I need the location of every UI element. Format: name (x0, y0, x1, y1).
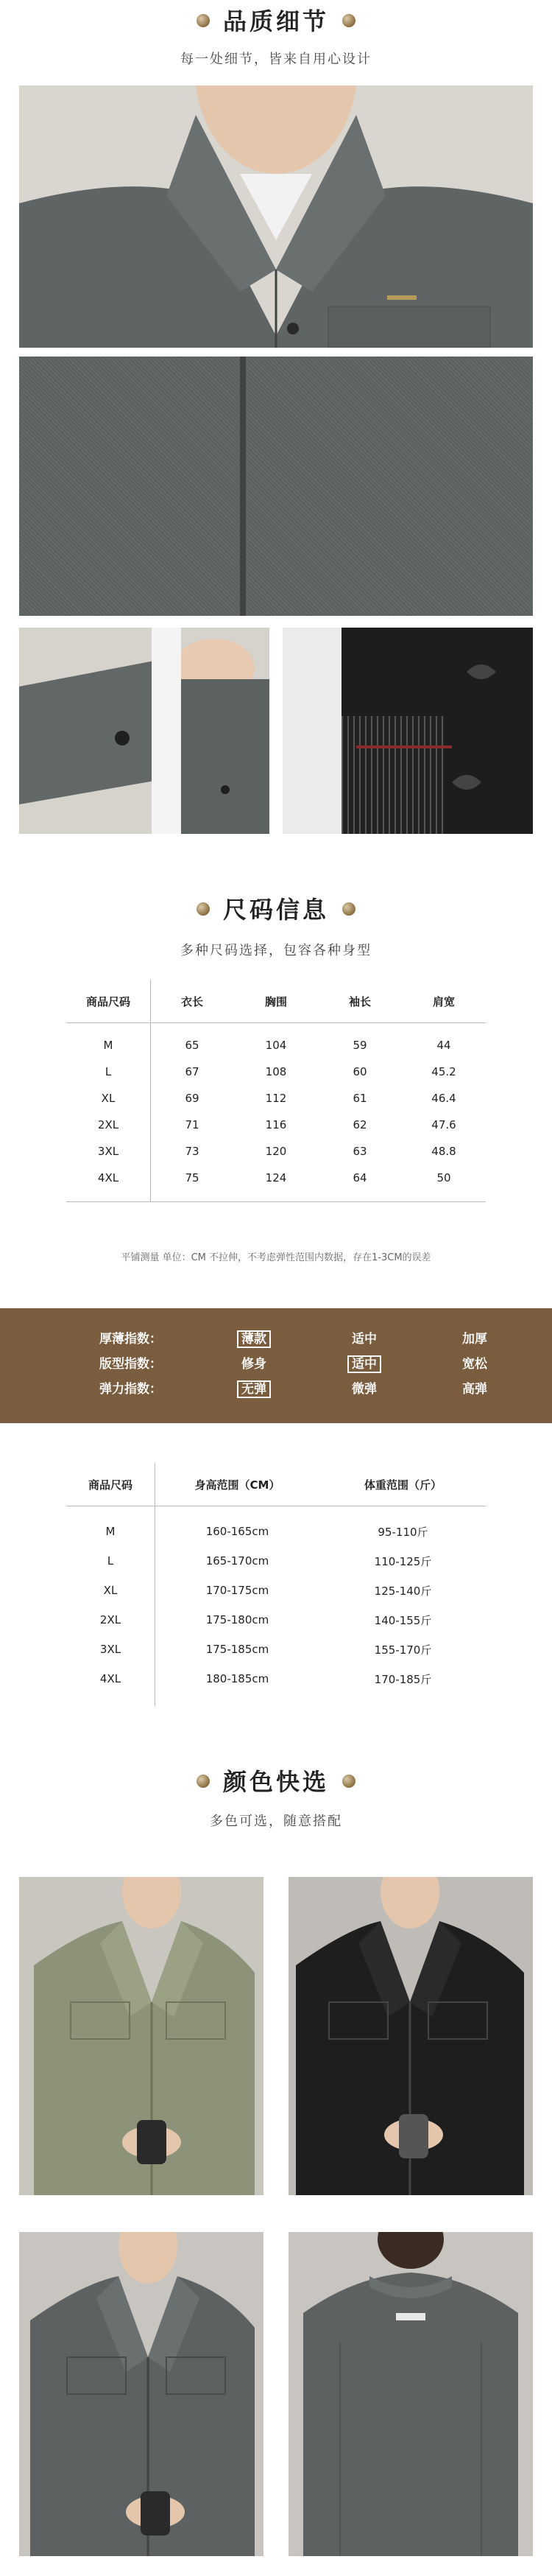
table-cell: 2XL (97, 1118, 119, 1131)
shirt-edge (283, 628, 342, 834)
gray-jacket-back-illustration (289, 2232, 533, 2556)
pocket-trim (356, 745, 452, 748)
gray-jacket-back-photo (289, 2232, 533, 2556)
table-cell: 71 (185, 1118, 199, 1131)
fabric-index-band (0, 1308, 552, 1423)
button (287, 323, 299, 334)
table-cell: 75 (185, 1171, 199, 1185)
table-row (66, 1085, 486, 1112)
table-cell: 175-180cm (205, 1613, 269, 1626)
table-cell: 44 (436, 1039, 451, 1052)
size-note: 平铺测量 单位：CM 不拉伸，不考虑弹性范围内数据，存在1-3CM的误差 (121, 1252, 431, 1263)
fit-header-cell: 体重范围（斤） (364, 1478, 442, 1492)
index-option: 微弹 (352, 1381, 377, 1397)
table-row (66, 1664, 486, 1694)
size-header-cell: 胸围 (264, 994, 287, 1008)
fabric-index-row (0, 1375, 552, 1400)
section-subtitle: 每一处细节，皆来自用心设计 (180, 52, 372, 67)
section-title-text: 品质细节 (222, 7, 329, 35)
phone (399, 2114, 428, 2158)
phone (141, 2491, 170, 2535)
table-cell: 140-155斤 (374, 1613, 432, 1627)
table-cell: 62 (353, 1118, 367, 1131)
table-cell: 4XL (99, 1672, 121, 1685)
size-header-cell: 衣长 (180, 994, 203, 1008)
back-logo (396, 2313, 425, 2320)
table-row (66, 1059, 486, 1085)
index-label: 版型指数： (99, 1356, 162, 1372)
table-cell: 170-185斤 (374, 1672, 432, 1686)
fabric-index-row (0, 1350, 552, 1375)
index-option: 适中 (352, 1331, 377, 1347)
lining-illustration (283, 628, 533, 834)
size-table-header (66, 980, 486, 1023)
index-option-selected: 薄款 (237, 1330, 271, 1348)
color-title-text: 颜色快选 (222, 1768, 329, 1796)
table-cell: 46.4 (431, 1092, 456, 1105)
size-section-subtitle: 多种尺码选择，包容各种身型 (180, 943, 372, 958)
table-cell: 64 (353, 1171, 367, 1185)
table-cell: 104 (265, 1039, 287, 1052)
cuff-button (115, 731, 130, 745)
black-jacket-illustration (289, 1877, 533, 2195)
table-cell: 61 (353, 1092, 367, 1105)
table-cell: 4XL (97, 1171, 119, 1185)
phone (137, 2120, 166, 2164)
table-row (66, 1032, 486, 1059)
size-section-title (0, 891, 552, 925)
index-option-selected: 无弹 (237, 1380, 271, 1398)
table-row (66, 1576, 486, 1605)
ornament-dot-icon (342, 14, 355, 27)
table-cell: 165-170cm (205, 1554, 269, 1568)
color-section-subtitle: 多色可选，随意搭配 (210, 1814, 342, 1829)
table-cell: XL (101, 1092, 116, 1105)
collar-detail-photo (19, 85, 533, 348)
table-cell: 60 (353, 1065, 367, 1078)
neck (381, 1877, 439, 1929)
table-cell: 3XL (97, 1145, 119, 1158)
table-cell: M (103, 1039, 113, 1052)
ornament-dot-icon (342, 1775, 355, 1788)
table-cell: XL (103, 1584, 118, 1597)
table-cell: 110-125斤 (374, 1554, 432, 1568)
table-cell: 160-165cm (205, 1525, 269, 1538)
striped-pocket (342, 716, 445, 834)
table-cell: 170-175cm (205, 1584, 269, 1597)
chest-pocket (328, 306, 490, 348)
table-cell: L (107, 1554, 114, 1568)
index-option: 加厚 (462, 1331, 487, 1347)
size-header-cell: 肩宽 (432, 994, 455, 1008)
collar-detail-illustration (19, 85, 533, 348)
table-cell: 63 (353, 1145, 367, 1158)
table-cell: 50 (436, 1171, 451, 1185)
cuff-illustration (19, 628, 269, 834)
table-cell: 45.2 (431, 1065, 456, 1078)
index-option: 高弹 (462, 1381, 487, 1397)
index-option: 宽松 (462, 1356, 487, 1372)
cuff-detail-photo (19, 628, 269, 834)
front-button (221, 785, 230, 794)
table-row (66, 1165, 486, 1191)
size-table (66, 980, 486, 1202)
jacket-front (181, 679, 269, 834)
table-row (66, 1546, 486, 1576)
index-option: 修身 (241, 1356, 266, 1372)
table-divider (150, 980, 151, 1202)
khaki-jacket-illustration (19, 1877, 263, 2195)
table-cell: 69 (185, 1092, 199, 1105)
khaki-jacket-photo (19, 1877, 263, 2195)
ornament-dot-icon (197, 1775, 210, 1788)
table-cell: 95-110斤 (378, 1525, 428, 1539)
fit-header-cell: 身高范围（CM） (194, 1478, 280, 1492)
table-cell: 48.8 (431, 1145, 456, 1158)
fabric-seam (240, 357, 246, 616)
color-section-title (0, 1763, 552, 1797)
table-bottom-rule (66, 1191, 486, 1202)
lining-detail-photo (283, 628, 533, 834)
table-cell: 120 (265, 1145, 287, 1158)
neck (122, 1877, 181, 1929)
hair (378, 2232, 444, 2269)
table-cell: L (105, 1065, 112, 1078)
gray-jacket-front-photo (19, 2232, 263, 2556)
ornament-dot-icon (197, 902, 210, 916)
table-cell: M (105, 1525, 116, 1538)
table-cell: 108 (265, 1065, 287, 1078)
table-row (66, 1138, 486, 1165)
table-cell: 3XL (99, 1643, 121, 1656)
table-cell: 112 (265, 1092, 287, 1105)
size-header-cell: 商品尺码 (85, 994, 130, 1008)
table-cell: 47.6 (431, 1118, 456, 1131)
black-jacket-photo (289, 1877, 533, 2195)
table-cell: 180-185cm (205, 1672, 269, 1685)
pocket-logo (387, 295, 417, 300)
table-cell: 73 (185, 1145, 199, 1158)
table-cell: 59 (353, 1039, 367, 1052)
ornament-dot-icon (197, 14, 210, 27)
table-cell: 65 (185, 1039, 199, 1052)
fabric-index-row (0, 1324, 552, 1350)
detail-header (0, 0, 552, 81)
table-cell: 155-170斤 (374, 1643, 432, 1657)
size-header-cell: 袖长 (348, 994, 371, 1008)
table-row (66, 1517, 486, 1546)
table-row (66, 1605, 486, 1635)
fit-table-header (66, 1463, 486, 1506)
index-label: 弹力指数： (99, 1381, 162, 1397)
fit-table (66, 1463, 486, 1694)
table-row (66, 1112, 486, 1138)
fit-header-cell: 商品尺码 (88, 1478, 132, 1492)
neck (118, 2232, 177, 2284)
section-title (0, 3, 552, 37)
ornament-dot-icon (342, 902, 355, 916)
index-option-selected: 适中 (347, 1355, 381, 1373)
table-cell: 116 (265, 1118, 287, 1131)
table-cell: 125-140斤 (374, 1584, 432, 1598)
index-label: 厚薄指数： (99, 1331, 162, 1347)
table-cell: 2XL (99, 1613, 121, 1626)
table-cell: 175-185cm (205, 1643, 269, 1656)
table-cell: 67 (185, 1065, 199, 1078)
fabric-texture-photo (19, 357, 533, 616)
gray-jacket-front-illustration (19, 2232, 263, 2556)
size-title-text: 尺码信息 (222, 896, 329, 924)
shirt-cuff (152, 628, 181, 834)
table-row (66, 1635, 486, 1664)
table-cell: 124 (265, 1171, 287, 1185)
